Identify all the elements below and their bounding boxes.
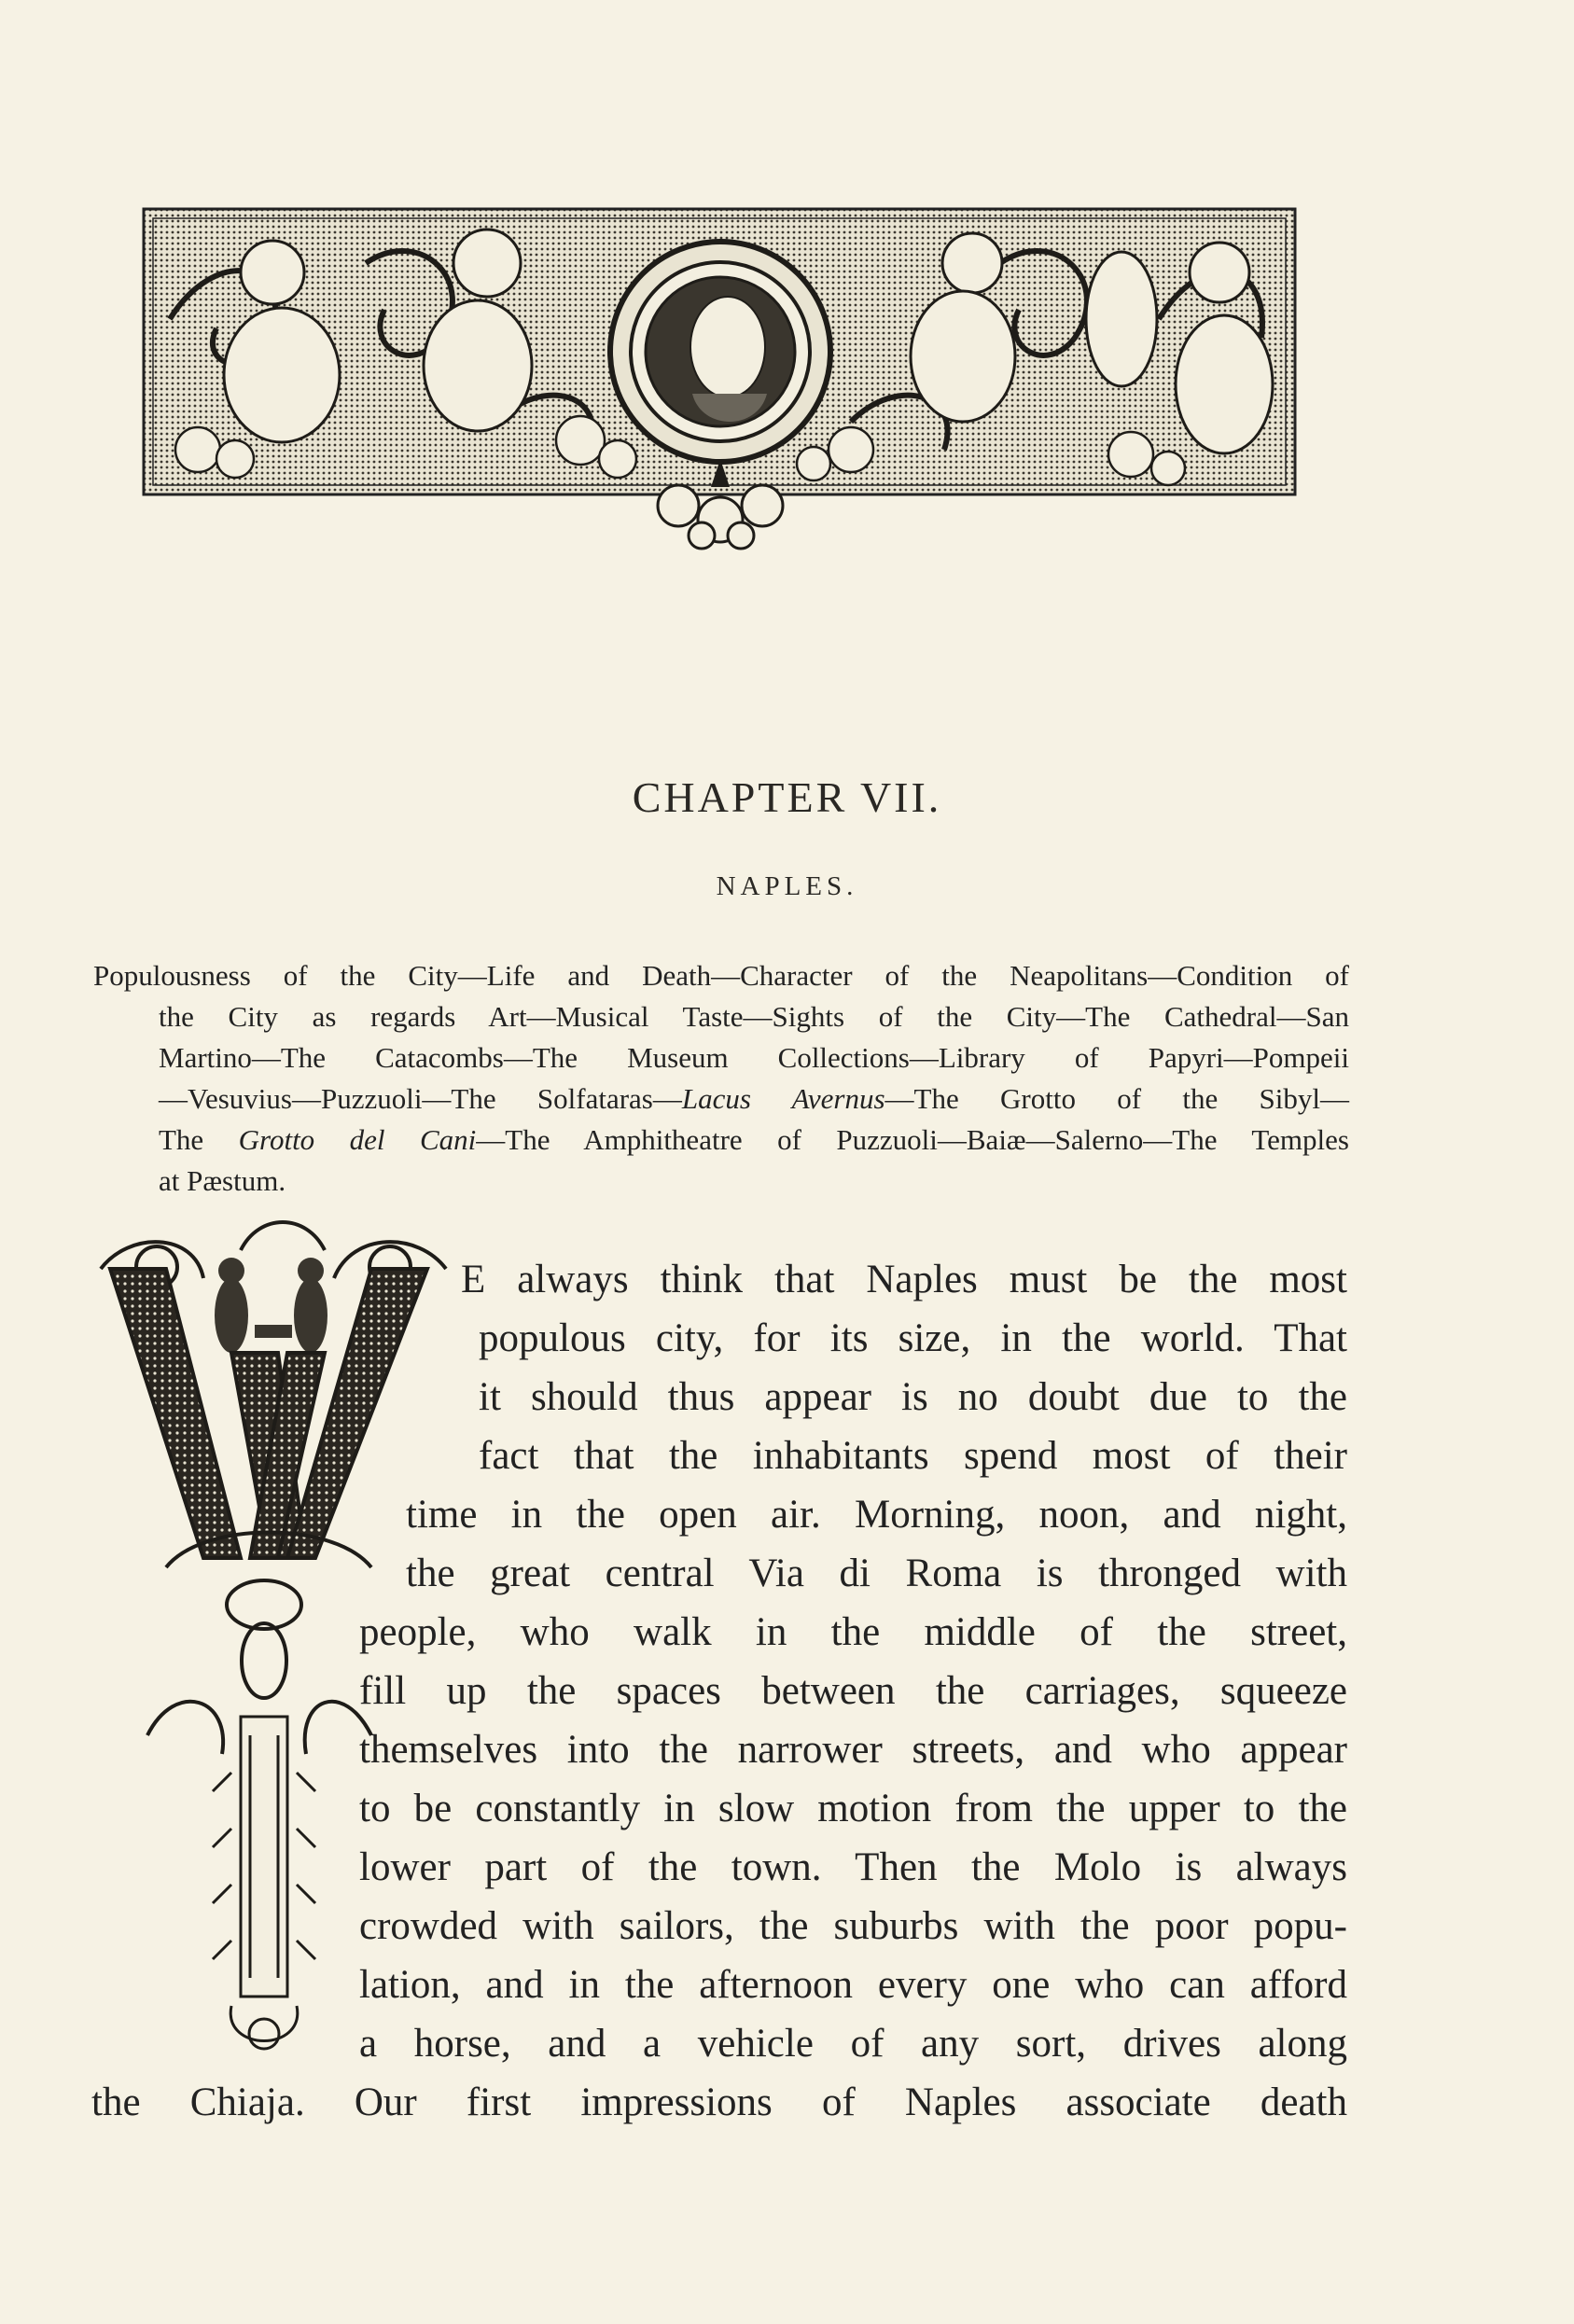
synopsis-line: the City as regards Art—Musical Taste—Sights of the City—The Cathedral—San [159, 1000, 1349, 1033]
chapter-synopsis [93, 955, 1349, 1202]
body-line: the Chiaja. Our first impressions of Naples associate death [91, 2080, 1347, 2124]
synopsis-line: —Vesuvius—Puzzuoli—The Solfataras—Lacus Avernus—The Grotto of the Sibyl— [159, 1082, 1349, 1115]
body-line: fill up the spaces between the carriages, squeeze [359, 1669, 1347, 1713]
body-line: lower part of the town. Then the Molo is always [359, 1845, 1347, 1889]
body-line: to be constantly in slow motion from the upper to the [359, 1787, 1347, 1830]
body-line: a horse, and a vehicle of any sort, drives along [359, 2022, 1347, 2066]
body-line: the great central Via di Roma is thronged with [406, 1552, 1347, 1595]
italic-term: Grotto del Cani [238, 1123, 477, 1156]
synopsis-line: The Grotto del Cani—The Amphitheatre of Puzzuoli—Baiæ—Salerno—The Temples [159, 1123, 1349, 1156]
body-line: crowded with sailors, the suburbs with the poor popu- [359, 1904, 1347, 1948]
body-line: people, who walk in the middle of the street, [359, 1610, 1347, 1654]
synopsis-line: Populousness of the City—Life and Death—Character of the Neapolitans—Condition of [93, 959, 1349, 992]
body-line: populous city, for its size, in the world. That [479, 1316, 1347, 1360]
body-line: it should thus appear is no doubt due to the [479, 1375, 1347, 1419]
body-line: lation, and in the afternoon every one who can afford [359, 1963, 1347, 2007]
body-line: E always think that Naples must be the most [461, 1258, 1347, 1301]
chapter-title: CHAPTER VII. [632, 773, 942, 821]
chapter-subtitle: NAPLES. [716, 871, 858, 901]
body-line: fact that the inhabitants spend most of their [479, 1434, 1347, 1478]
synopsis-line: at Pæstum. [159, 1164, 286, 1197]
body-line: themselves into the narrower streets, and who appear [359, 1728, 1347, 1772]
headpiece-engraving [142, 207, 1297, 552]
italic-term: Lacus Avernus [681, 1082, 885, 1115]
body-line: time in the open air. Morning, noon, and night, [406, 1493, 1347, 1537]
synopsis-line: Martino—The Catacombs—The Museum Collections—Library of Papyri—Pompeii [159, 1041, 1349, 1074]
